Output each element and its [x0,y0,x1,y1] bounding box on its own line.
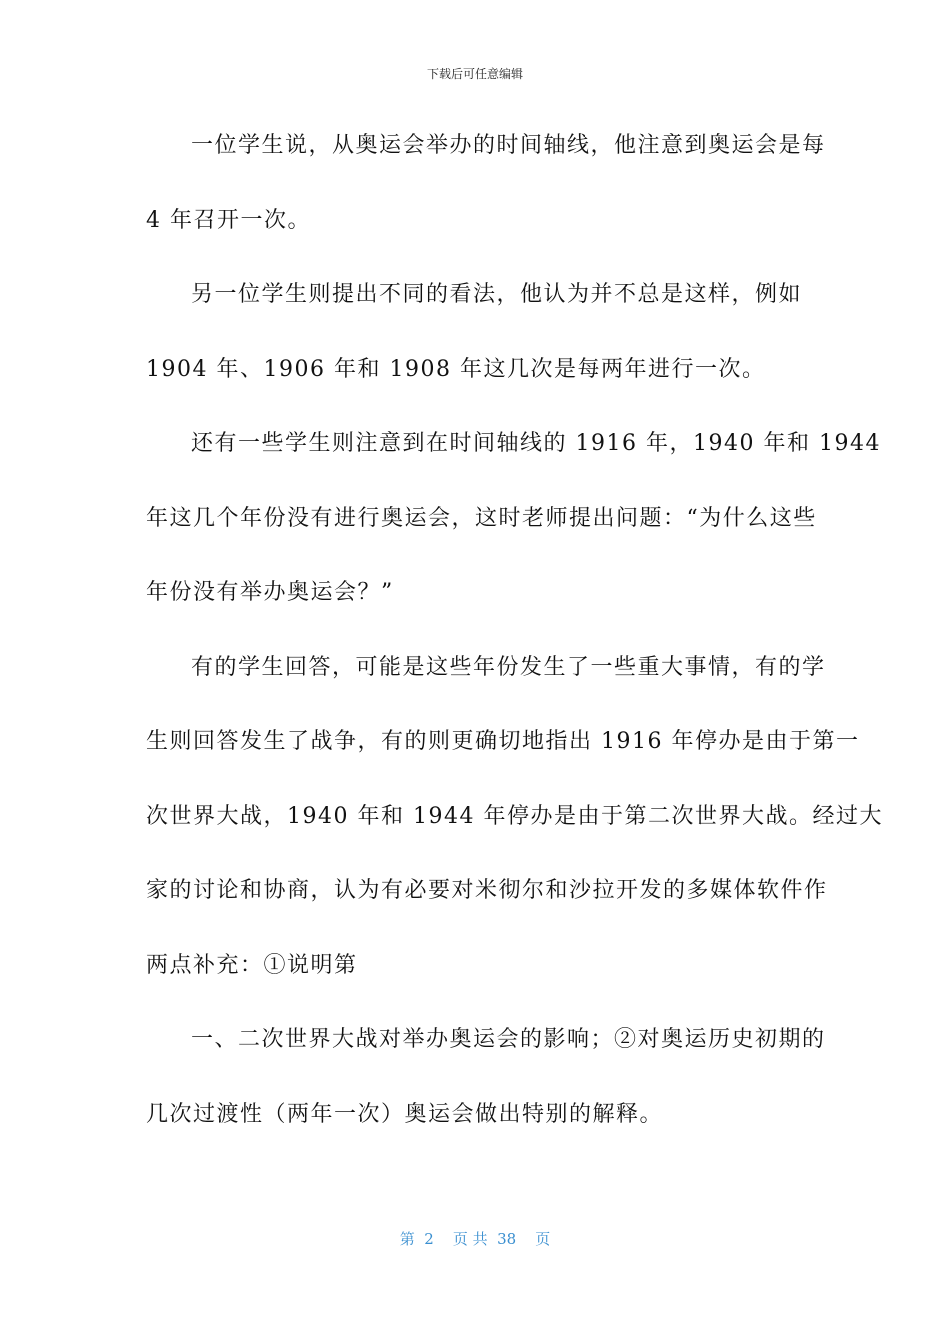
text-line: 1904 年、1906 年和 1908 年这几次是每两年进行一次。 [146,356,766,382]
text-line: 另一位学生则提出不同的看法，他认为并不总是这样，例如 [191,282,803,307]
text-line: 家的讨论和协商，认为有必要对米彻尔和沙拉开发的多媒体软件作 [146,878,828,903]
text-line: 次世界大战，1940 年和 1944 年停办是由于第二次世界大战。经过大 [146,803,883,829]
text-line: 4 年召开一次。 [146,207,311,233]
text-line: 生则回答发生了战争，有的则更确切地指出 1916 年停办是由于第一 [146,729,860,754]
text-line: 一位学生说，从奥运会举办的时间轴线，他注意到奥运会是每 [191,133,826,158]
text-line: 一、二次世界大战对举办奥运会的影响；②对奥运历史初期的 [191,1027,826,1052]
text-line: 有的学生回答，可能是这些年份发生了一些重大事情，有的学 [191,654,826,680]
page-number: 第 2 页 共 38 页 [399,1230,551,1248]
text-line: 年这几个年份没有进行奥运会，这时老师提出问题：“为什么这些 [146,505,817,531]
text-line: 年份没有举办奥运会？” [146,580,394,605]
document-body [146,128,883,1171]
page-footer [0,1229,950,1249]
page-header: 下载后可任意编辑 [426,67,523,81]
text-line: 几次过渡性（两年一次）奥运会做出特别的解释。 [146,1101,664,1127]
text-line: 两点补充：①说明第 [146,952,358,978]
text-line: 还有一些学生则注意到在时间轴线的 1916 年，1940 年和 1944 [191,431,881,456]
